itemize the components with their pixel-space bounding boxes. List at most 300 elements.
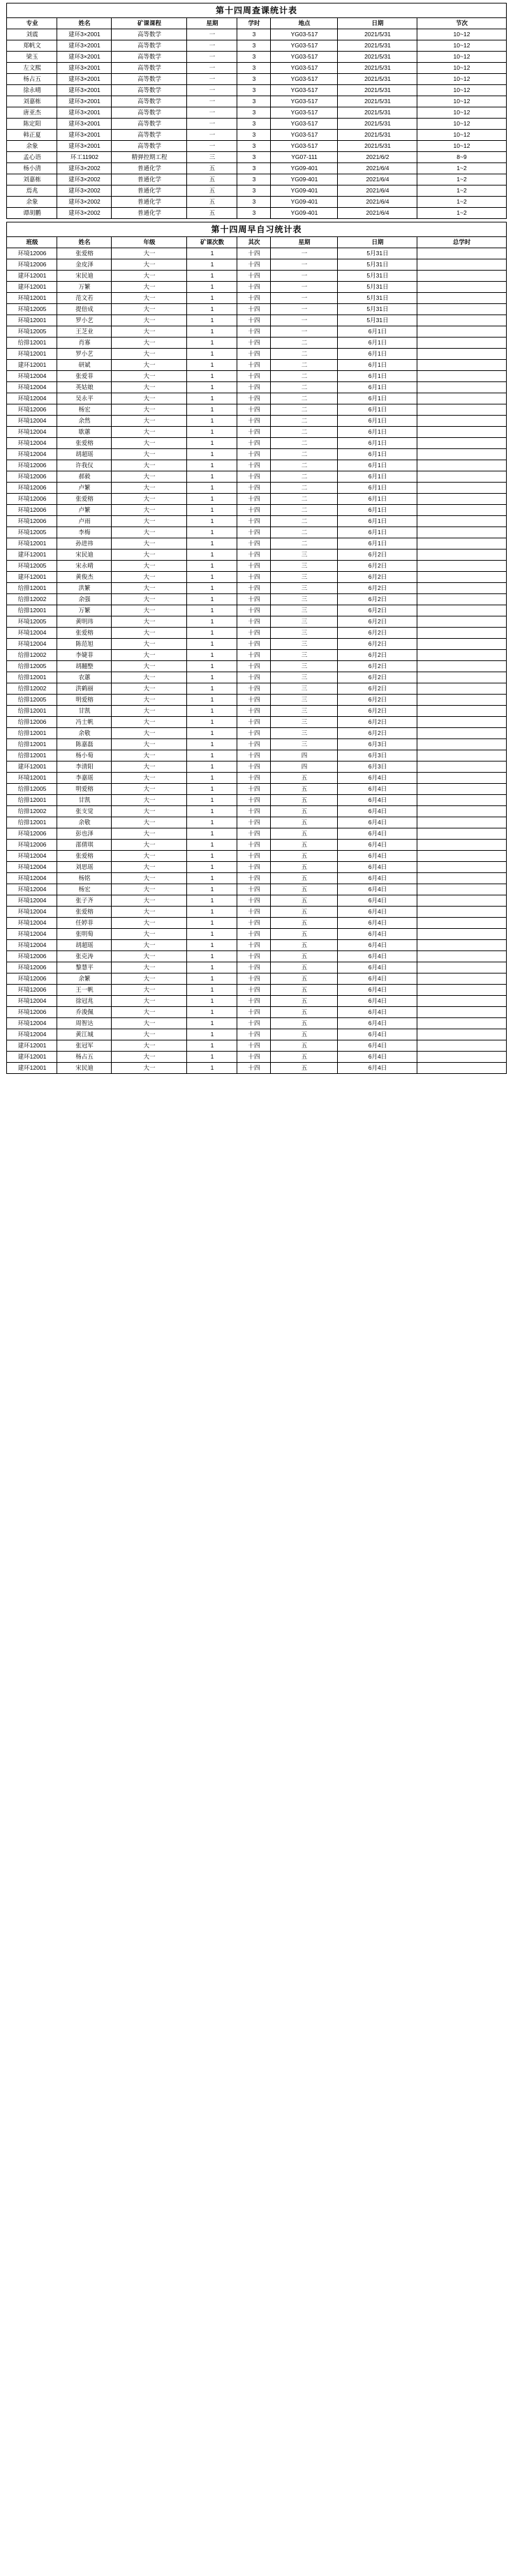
table-row-cell: 环境12004: [7, 873, 57, 884]
table-row-cell: 2021/5/31: [338, 29, 417, 40]
table-row: [7, 338, 506, 349]
table-row-cell: [417, 304, 506, 315]
table-row-cell: 十四: [237, 706, 271, 717]
table-row: [7, 1029, 506, 1040]
table-row-cell: 6月2日: [338, 661, 417, 672]
table-row-cell: 卢繁: [57, 483, 112, 494]
table-row-cell: 十四: [237, 739, 271, 750]
table-row-cell: 5月31日: [338, 304, 417, 315]
table-row-cell: 6月2日: [338, 605, 417, 616]
table-row-cell: 环境12006: [7, 505, 57, 516]
table-row-cell: [417, 349, 506, 360]
table-row-cell: YG03-517: [271, 63, 338, 74]
table-row-cell: 10~12: [417, 107, 506, 119]
table-row-cell: 刘嘉栋: [7, 174, 57, 185]
table-row-cell: 环境12004: [7, 907, 57, 918]
table-row-cell: 大一: [112, 605, 187, 616]
table-row-cell: 张爱菲: [57, 371, 112, 382]
table-row-cell: 一: [187, 119, 237, 130]
table-row-cell: 十四: [237, 494, 271, 505]
table-row-cell: 十四: [237, 628, 271, 639]
table-row-cell: 二: [271, 404, 338, 416]
table-row-cell: 环境12006: [7, 828, 57, 840]
table-row-cell: 1: [187, 605, 237, 616]
table-row-cell: 1: [187, 259, 237, 271]
table2-col-week: 其次: [237, 237, 271, 248]
table-row-cell: 2021/6/2: [338, 152, 417, 163]
table-row-cell: 环境12004: [7, 416, 57, 427]
table-row: [7, 1052, 506, 1063]
table-row-cell: 十四: [237, 304, 271, 315]
table-row-cell: 十四: [237, 985, 271, 996]
table-row-cell: 十四: [237, 1052, 271, 1063]
table-row: [7, 773, 506, 784]
table-row-cell: YG09-401: [271, 197, 338, 208]
table-row-cell: 大一: [112, 996, 187, 1007]
table-row-cell: 建环12001: [7, 360, 57, 371]
table-row-cell: 十四: [237, 750, 271, 762]
table-row-cell: 十四: [237, 449, 271, 460]
table-row-cell: 一: [187, 74, 237, 85]
table-row-cell: 6月4日: [338, 1007, 417, 1018]
table-row-cell: 十四: [237, 271, 271, 282]
table-row-cell: 6月2日: [338, 628, 417, 639]
table-row-cell: 1: [187, 594, 237, 605]
table-row-cell: 5月31日: [338, 315, 417, 326]
table-row-cell: YG03-517: [271, 119, 338, 130]
table-row-cell: 环境12005: [7, 304, 57, 315]
table-row-cell: 三: [271, 739, 338, 750]
table-row-cell: 梁玉: [7, 52, 57, 63]
table-row-cell: 大一: [112, 371, 187, 382]
table-row: [7, 107, 506, 119]
table-row-cell: 建环12001: [7, 762, 57, 773]
table-row-cell: 大一: [112, 583, 187, 594]
table-row-cell: YG03-517: [271, 40, 338, 52]
table-row-cell: 环境12006: [7, 259, 57, 271]
table-row-cell: 十四: [237, 382, 271, 393]
table-row-cell: 大一: [112, 895, 187, 907]
table-row-cell: 10~12: [417, 40, 506, 52]
table-row-cell: 十四: [237, 940, 271, 951]
table-row-cell: 1~2: [417, 197, 506, 208]
table-row-cell: 1: [187, 315, 237, 326]
table-row-cell: [417, 907, 506, 918]
table-row-cell: 十四: [237, 851, 271, 862]
table-row-cell: 1~2: [417, 208, 506, 219]
table-row: [7, 884, 506, 895]
table-row-cell: [417, 739, 506, 750]
table-row-cell: 1: [187, 382, 237, 393]
table-row-cell: 高等数学: [112, 119, 187, 130]
table-row-cell: 徐冠兆: [57, 996, 112, 1007]
table-row-cell: 大一: [112, 494, 187, 505]
table-row-cell: 1: [187, 494, 237, 505]
table-row-cell: 三: [271, 572, 338, 583]
table-row-cell: 1: [187, 895, 237, 907]
table2-col-total: 总学时: [417, 237, 506, 248]
table-row-cell: 建环3×2001: [57, 96, 112, 107]
table-row-cell: 1: [187, 862, 237, 873]
table-row-cell: 李梅: [57, 527, 112, 538]
table-row-cell: 环境12001: [7, 773, 57, 784]
table-row-cell: 焉兆: [7, 185, 57, 197]
table-row-cell: 高等数学: [112, 74, 187, 85]
table-row-cell: 黎慧平: [57, 962, 112, 973]
table-row-cell: 3: [237, 174, 271, 185]
table-row-cell: 1: [187, 516, 237, 527]
table-row-cell: 1: [187, 338, 237, 349]
table-row-cell: 十四: [237, 416, 271, 427]
table-row-cell: 大一: [112, 851, 187, 862]
table-row-cell: 十四: [237, 338, 271, 349]
table2-col-name: 姓名: [57, 237, 112, 248]
table-row-cell: 大一: [112, 449, 187, 460]
table-row-cell: 十四: [237, 728, 271, 739]
table-row-cell: 环境12006: [7, 516, 57, 527]
table-row-cell: 环境12001: [7, 315, 57, 326]
table-row-cell: 高等数学: [112, 29, 187, 40]
table-row-cell: 6月2日: [338, 594, 417, 605]
table-row-cell: [417, 695, 506, 706]
table-row-cell: 十四: [237, 996, 271, 1007]
table-row-cell: 李婕菲: [57, 650, 112, 661]
table-row-cell: [417, 750, 506, 762]
table-row-cell: 大一: [112, 873, 187, 884]
table-row: [7, 594, 506, 605]
table-row-cell: 余繁: [57, 973, 112, 985]
table-row-cell: 二: [271, 516, 338, 527]
table-row-cell: 6月4日: [338, 828, 417, 840]
table-row-cell: [417, 762, 506, 773]
table2-col-weekday: 星期: [271, 237, 338, 248]
table-row-cell: 四: [271, 750, 338, 762]
table-row-cell: 精弹控期工程: [112, 152, 187, 163]
table-row-cell: 任婷菲: [57, 918, 112, 929]
table-row-cell: 大一: [112, 338, 187, 349]
table-row-cell: 6月1日: [338, 382, 417, 393]
table-row-cell: 1: [187, 683, 237, 695]
table-row-cell: 大一: [112, 750, 187, 762]
table-row-cell: [417, 706, 506, 717]
table-row-cell: 3: [237, 208, 271, 219]
table-row-cell: 6月1日: [338, 438, 417, 449]
table-row-cell: [417, 672, 506, 683]
table-row-cell: 1: [187, 282, 237, 293]
table-row-cell: 高等数学: [112, 130, 187, 141]
table-row-cell: YG03-517: [271, 107, 338, 119]
table-row-cell: [417, 494, 506, 505]
table-row-cell: [417, 1063, 506, 1074]
table-row-cell: 黄俊杰: [57, 572, 112, 583]
table-row-cell: 一: [271, 293, 338, 304]
table-row-cell: 6月4日: [338, 962, 417, 973]
table-row: [7, 505, 506, 516]
table-row-cell: 环境12004: [7, 862, 57, 873]
table-row-cell: 6月2日: [338, 717, 417, 728]
table-row-cell: 三: [271, 583, 338, 594]
table-row-cell: 大一: [112, 304, 187, 315]
table-row-cell: 十四: [237, 550, 271, 561]
table1-col-course: 矿课课程: [112, 18, 187, 29]
table-row-cell: 十四: [237, 293, 271, 304]
table-row-cell: 大一: [112, 918, 187, 929]
table-row: [7, 494, 506, 505]
table-row-cell: 大一: [112, 271, 187, 282]
table-row-cell: 王一帆: [57, 985, 112, 996]
table-row-cell: 3: [237, 74, 271, 85]
table-row-cell: 1: [187, 695, 237, 706]
table-row-cell: 6月4日: [338, 1018, 417, 1029]
table-row-cell: 大一: [112, 572, 187, 583]
table-row-cell: 二: [271, 393, 338, 404]
table-row-cell: 十四: [237, 248, 271, 259]
table-row-cell: [417, 940, 506, 951]
table-row-cell: 邵倩琪: [57, 840, 112, 851]
table-row-cell: 建环3×2001: [57, 107, 112, 119]
table-row: [7, 750, 506, 762]
table-row-cell: 周智达: [57, 1018, 112, 1029]
page-container: [0, 0, 513, 1081]
table-row-cell: 明爱榕: [57, 784, 112, 795]
table-row: [7, 828, 506, 840]
table-row-cell: 一: [271, 326, 338, 338]
table-row-cell: 1: [187, 884, 237, 895]
table-row-cell: 研斌: [57, 360, 112, 371]
table-row-cell: 十四: [237, 1018, 271, 1029]
table-row-cell: 6月4日: [338, 806, 417, 817]
table-row-cell: 五: [187, 208, 237, 219]
table-row-cell: YG09-401: [271, 163, 338, 174]
table-row-cell: 十四: [237, 616, 271, 628]
table-row-cell: 1: [187, 561, 237, 572]
table-row-cell: 十四: [237, 895, 271, 907]
table-row-cell: 建环3×2001: [57, 29, 112, 40]
table-row-cell: 1: [187, 449, 237, 460]
table-row-cell: [417, 360, 506, 371]
table-row-cell: 十四: [237, 371, 271, 382]
table-row-cell: 大一: [112, 683, 187, 695]
table-row-cell: 6月4日: [338, 862, 417, 873]
table-row-cell: 五: [271, 962, 338, 973]
table-row-cell: 十四: [237, 639, 271, 650]
table-row-cell: [417, 728, 506, 739]
table-row: [7, 895, 506, 907]
table-row-cell: 大一: [112, 360, 187, 371]
table-row-cell: 3: [237, 152, 271, 163]
table-row-cell: [417, 683, 506, 695]
table-row-cell: 1: [187, 416, 237, 427]
table-row-cell: 大一: [112, 471, 187, 483]
table-row-cell: 6月4日: [338, 996, 417, 1007]
table-row: [7, 728, 506, 739]
table-row-cell: 建环3×2002: [57, 185, 112, 197]
table-row-cell: YG03-517: [271, 74, 338, 85]
table-row-cell: YG07-111: [271, 152, 338, 163]
table-row-cell: 十四: [237, 505, 271, 516]
table-row-cell: 五: [271, 996, 338, 1007]
table-row-cell: [417, 650, 506, 661]
table-row: [7, 315, 506, 326]
table-row-cell: 杨小清: [7, 163, 57, 174]
table-row-cell: 十四: [237, 404, 271, 416]
table-row-cell: 五: [271, 806, 338, 817]
table-row-cell: 张爱榕: [57, 907, 112, 918]
table-row-cell: [417, 449, 506, 460]
table-row: [7, 326, 506, 338]
table-row-cell: 大一: [112, 538, 187, 550]
table-row-cell: 3: [237, 197, 271, 208]
table-row: [7, 616, 506, 628]
table-row-cell: [417, 840, 506, 851]
table-row-cell: 环境12006: [7, 1007, 57, 1018]
table-row-cell: 5月31日: [338, 248, 417, 259]
table-row-cell: [417, 996, 506, 1007]
table-row: [7, 483, 506, 494]
table-row-cell: 环境12005: [7, 616, 57, 628]
table-row-cell: 环境12004: [7, 449, 57, 460]
table-row: [7, 739, 506, 750]
table-row-cell: [417, 929, 506, 940]
table-row-cell: 6月2日: [338, 561, 417, 572]
table-row-cell: 3: [237, 119, 271, 130]
table-row-cell: YG03-517: [271, 130, 338, 141]
table-row-cell: 1: [187, 460, 237, 471]
table-row-cell: 二: [271, 527, 338, 538]
table-row-cell: 大一: [112, 527, 187, 538]
table-row-cell: 1: [187, 1063, 237, 1074]
table-row-cell: 2021/5/31: [338, 119, 417, 130]
table-row-cell: 1: [187, 360, 237, 371]
table-row-cell: 6月1日: [338, 483, 417, 494]
table-row-cell: 6月4日: [338, 851, 417, 862]
table-row-cell: 乔浚佩: [57, 1007, 112, 1018]
table-row-cell: [417, 1029, 506, 1040]
table-row-cell: 徐永晴: [7, 85, 57, 96]
table-row-cell: 1: [187, 438, 237, 449]
table-row-cell: YG03-517: [271, 85, 338, 96]
table-row-cell: 大一: [112, 393, 187, 404]
table-row-cell: 杨占五: [57, 1052, 112, 1063]
table-row-cell: 10~12: [417, 130, 506, 141]
table-row-cell: 一: [187, 52, 237, 63]
table-row-cell: 1: [187, 985, 237, 996]
table-row: [7, 460, 506, 471]
table-row-cell: 三: [271, 661, 338, 672]
table-row-cell: 6月4日: [338, 873, 417, 884]
table-row-cell: 大一: [112, 1052, 187, 1063]
table-row-cell: 给排12005: [7, 695, 57, 706]
table-row: [7, 661, 506, 672]
table-row: [7, 438, 506, 449]
table-row-cell: 余强: [57, 594, 112, 605]
table-row-cell: 十四: [237, 583, 271, 594]
table-row-cell: 环境12004: [7, 1018, 57, 1029]
table-row-cell: 环境12006: [7, 494, 57, 505]
table-row-cell: 环境12004: [7, 851, 57, 862]
table-row-cell: [417, 382, 506, 393]
table-row-cell: 6月4日: [338, 951, 417, 962]
table-row-cell: 大一: [112, 795, 187, 806]
table-row-cell: [417, 717, 506, 728]
table-row-cell: 一: [187, 141, 237, 152]
table-row: [7, 1063, 506, 1074]
table-row-cell: 甘凯: [57, 706, 112, 717]
table-row-cell: 大一: [112, 639, 187, 650]
table-row: [7, 962, 506, 973]
table-row-cell: [417, 985, 506, 996]
table-row-cell: 五: [271, 828, 338, 840]
table-row-cell: 十四: [237, 762, 271, 773]
table-row-cell: 二: [271, 471, 338, 483]
table-row-cell: 6月2日: [338, 572, 417, 583]
table-row-cell: 二: [271, 371, 338, 382]
table-row-cell: 建环3×2002: [57, 163, 112, 174]
table-row-cell: 五: [187, 197, 237, 208]
table-row: [7, 1007, 506, 1018]
table-row: [7, 717, 506, 728]
table-row-cell: 给排12006: [7, 717, 57, 728]
table-row-cell: 大一: [112, 706, 187, 717]
table-row: [7, 449, 506, 460]
table-row-cell: 给排12001: [7, 817, 57, 828]
table-row-cell: [417, 438, 506, 449]
table-row-cell: 6月4日: [338, 817, 417, 828]
table-row-cell: [417, 460, 506, 471]
table-row: [7, 762, 506, 773]
table-row: [7, 862, 506, 873]
table-row: [7, 416, 506, 427]
table-row-cell: 高等数学: [112, 96, 187, 107]
table-row-cell: 张子齐: [57, 895, 112, 907]
table-row-cell: 10~12: [417, 63, 506, 74]
table-row-cell: 黄江城: [57, 1029, 112, 1040]
table-row-cell: 给排12005: [7, 784, 57, 795]
table2-title: 第十四周早自习统计表: [7, 222, 506, 237]
table-row-cell: 给排12001: [7, 739, 57, 750]
table-row-cell: [417, 404, 506, 416]
table-row: [7, 248, 506, 259]
table-row: [7, 516, 506, 527]
table-row-cell: 建环3×2001: [57, 52, 112, 63]
table-row: [7, 572, 506, 583]
table-row-cell: 五: [271, 773, 338, 784]
table-row-cell: 1: [187, 650, 237, 661]
table-row-cell: [417, 505, 506, 516]
table-row-cell: 1: [187, 918, 237, 929]
table-row-cell: 杨宏: [57, 884, 112, 895]
table-row-cell: [417, 338, 506, 349]
table-row-cell: 十四: [237, 360, 271, 371]
table-row-cell: 宋民迪: [57, 550, 112, 561]
table-row-cell: 1: [187, 483, 237, 494]
table-row-cell: 6月4日: [338, 985, 417, 996]
table-row-cell: 1: [187, 326, 237, 338]
table-row-cell: 五: [271, 873, 338, 884]
table-row-cell: 十四: [237, 315, 271, 326]
table-row-cell: 6月1日: [338, 427, 417, 438]
table-row: [7, 141, 506, 152]
table-row-cell: 胡翻整: [57, 661, 112, 672]
table-row-cell: 十四: [237, 605, 271, 616]
table-row-cell: 李嘉瑶: [57, 773, 112, 784]
table-row-cell: 余象: [7, 141, 57, 152]
table-row-cell: [417, 628, 506, 639]
table-row-cell: 十四: [237, 661, 271, 672]
table-row-cell: 1: [187, 661, 237, 672]
table-row-cell: 环境12005: [7, 326, 57, 338]
table-row-cell: 普通化学: [112, 185, 187, 197]
